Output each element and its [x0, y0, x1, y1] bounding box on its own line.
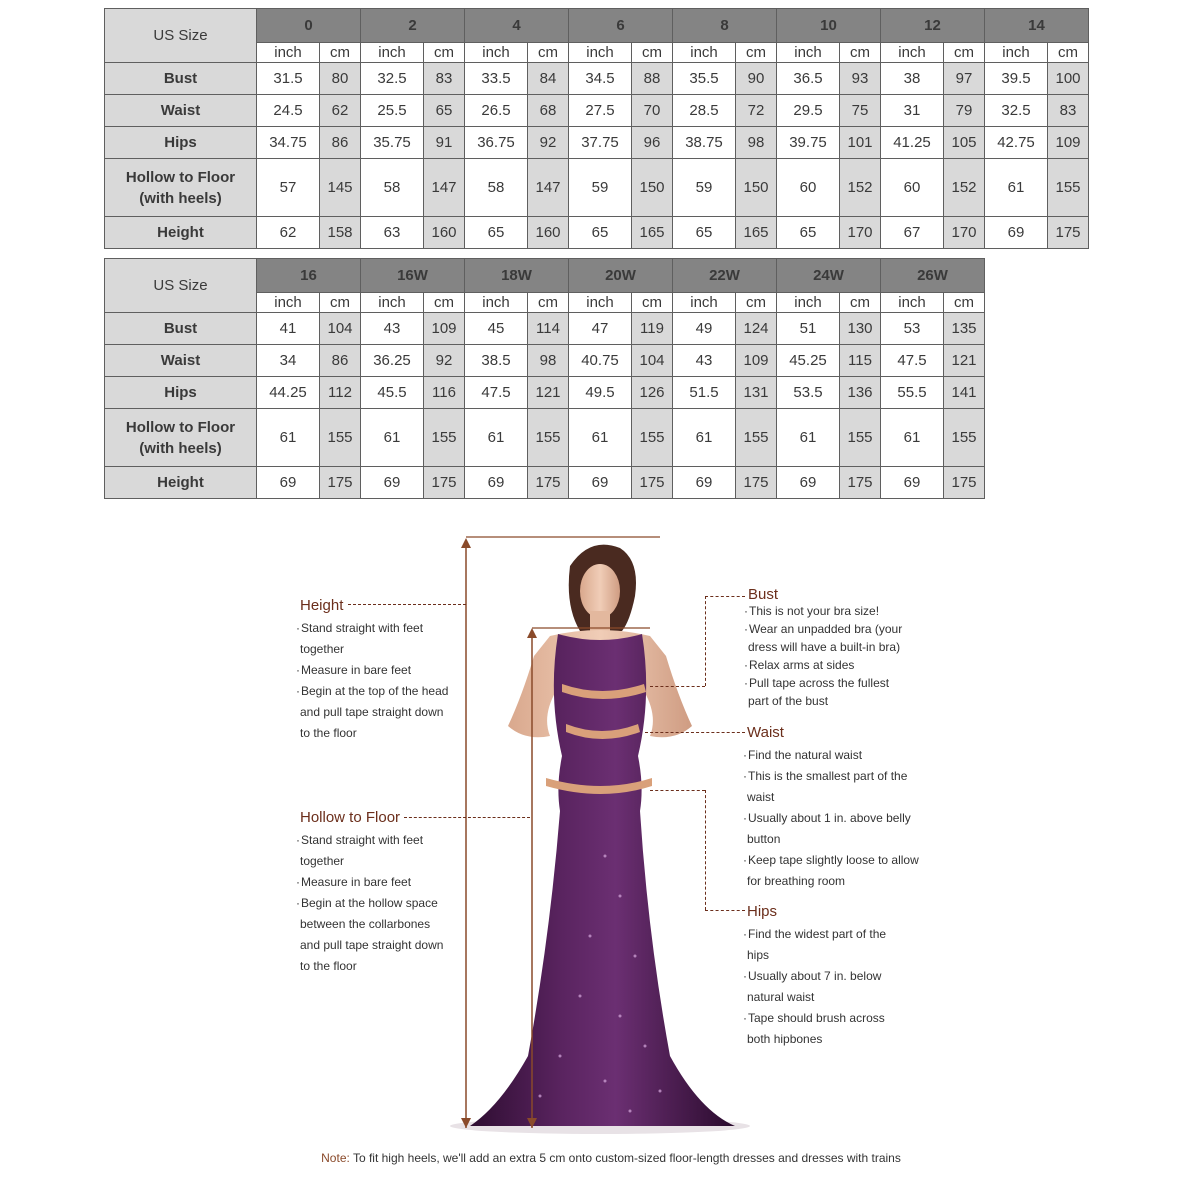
unit-cm: cm: [840, 293, 881, 313]
row-label-text: Height: [157, 474, 204, 491]
cell-cm: 136: [840, 377, 881, 409]
unit-inch: inch: [673, 293, 736, 313]
unit-inch: inch: [465, 293, 528, 313]
row-label-text: Hips: [164, 384, 197, 401]
cell-cm: 83: [1048, 95, 1089, 127]
guide-item: hips: [747, 948, 770, 962]
cell-cm: 155: [840, 409, 881, 467]
guide-item: · Tape should brush across: [743, 1008, 886, 1029]
hips-guide-title: Hips: [747, 903, 778, 920]
cell-cm: 75: [840, 95, 881, 127]
size-header: 22W: [673, 259, 777, 293]
cell-inch: 51: [777, 313, 840, 345]
cell-cm: 109: [736, 345, 777, 377]
unit-inch: inch: [361, 293, 424, 313]
unit-inch: inch: [465, 43, 528, 63]
cell-cm: 158: [320, 217, 361, 249]
row-label-text: Hips: [164, 134, 197, 151]
cell-inch: 69: [985, 217, 1048, 249]
unit-inch: inch: [985, 43, 1048, 63]
cell-cm: 79: [944, 95, 985, 127]
hollow-guide-title: Hollow to Floor: [300, 809, 401, 826]
cell-cm: 175: [320, 467, 361, 499]
cell-cm: 152: [944, 159, 985, 217]
cell-cm: 155: [320, 409, 361, 467]
guide-item: together: [300, 642, 345, 656]
hips-connector-bottom: [705, 910, 745, 911]
cell-cm: 104: [320, 313, 361, 345]
cell-cm: 147: [528, 159, 569, 217]
row-label: [105, 217, 257, 249]
cell-cm: 114: [528, 313, 569, 345]
size-header: 8: [673, 9, 777, 43]
unit-cm: cm: [528, 293, 569, 313]
cell-cm: 155: [736, 409, 777, 467]
row-label-text: Waist: [160, 352, 201, 369]
cell-inch: 55.5: [881, 377, 944, 409]
size-header: 6: [569, 9, 673, 43]
unit-cm: cm: [944, 43, 985, 63]
bust-connector-top: [705, 596, 745, 597]
cell-cm: 147: [424, 159, 465, 217]
cell-inch: 69: [257, 467, 320, 499]
row-label: [105, 409, 257, 467]
cell-inch: 49: [673, 313, 736, 345]
guide-item: dress will have a built-in bra): [748, 640, 901, 654]
cell-inch: 69: [361, 467, 424, 499]
unit-cm: cm: [736, 293, 777, 313]
cell-inch: 67: [881, 217, 944, 249]
unit-inch: inch: [777, 43, 840, 63]
table-row: [105, 377, 985, 409]
cell-inch: 58: [361, 159, 424, 217]
cell-cm: 100: [1048, 63, 1089, 95]
row-label-text: Hollow to Floor: [125, 418, 236, 436]
cell-cm: 175: [736, 467, 777, 499]
cell-cm: 98: [528, 345, 569, 377]
cell-inch: 28.5: [673, 95, 736, 127]
cell-cm: 98: [736, 127, 777, 159]
guide-item: · Keep tape slightly loose to allow: [743, 850, 919, 871]
cell-inch: 58: [465, 159, 528, 217]
height-guide-list: [296, 618, 448, 744]
cell-cm: 96: [632, 127, 673, 159]
guide-item: · This is not your bra size!: [744, 602, 902, 620]
row-label: [105, 63, 257, 95]
cell-inch: 36.25: [361, 345, 424, 377]
size-table-standard: [104, 8, 1089, 249]
us-size-label: US Size: [105, 259, 257, 313]
size-header: 4: [465, 9, 569, 43]
unit-cm: cm: [944, 293, 985, 313]
cell-cm: 160: [528, 217, 569, 249]
table-row: [105, 63, 1089, 95]
guide-item: · Find the widest part of the: [743, 924, 886, 945]
size-header: 10: [777, 9, 881, 43]
cell-cm: 116: [424, 377, 465, 409]
unit-cm: cm: [424, 43, 465, 63]
cell-cm: 155: [528, 409, 569, 467]
row-label: [105, 377, 257, 409]
cell-inch: 61: [881, 409, 944, 467]
cell-cm: 109: [424, 313, 465, 345]
cell-cm: 93: [840, 63, 881, 95]
cell-cm: 101: [840, 127, 881, 159]
cell-cm: 175: [424, 467, 465, 499]
cell-cm: 165: [632, 217, 673, 249]
cell-inch: 60: [881, 159, 944, 217]
table-row: [105, 409, 985, 467]
cell-cm: 152: [840, 159, 881, 217]
unit-cm: cm: [320, 293, 361, 313]
guide-item: between the collarbones: [300, 917, 431, 931]
unit-inch: inch: [257, 43, 320, 63]
guide-item: · Usually about 1 in. above belly: [743, 808, 919, 829]
cell-inch: 35.5: [673, 63, 736, 95]
cell-inch: 34.75: [257, 127, 320, 159]
cell-cm: 165: [736, 217, 777, 249]
us-size-label: US Size: [105, 9, 257, 63]
cell-inch: 31.5: [257, 63, 320, 95]
guide-item: · Find the natural waist: [743, 745, 919, 766]
table-row: [105, 313, 985, 345]
hollow-connector: [404, 817, 530, 818]
cell-inch: 42.75: [985, 127, 1048, 159]
unit-inch: inch: [361, 43, 424, 63]
cell-cm: 145: [320, 159, 361, 217]
row-label-text: Waist: [160, 102, 201, 119]
cell-cm: 84: [528, 63, 569, 95]
cell-cm: 170: [840, 217, 881, 249]
height-connector: [348, 604, 466, 605]
cell-inch: 69: [673, 467, 736, 499]
cell-inch: 36.5: [777, 63, 840, 95]
bust-connector-v: [705, 596, 706, 686]
cell-cm: 175: [528, 467, 569, 499]
note-text: To fit high heels, we'll add an extra 5 cm onto custom-sized floor-length dresses and dresses with trains: [349, 1151, 901, 1165]
cell-cm: 88: [632, 63, 673, 95]
cell-inch: 40.75: [569, 345, 632, 377]
cell-inch: 26.5: [465, 95, 528, 127]
cell-cm: 70: [632, 95, 673, 127]
size-header: 16: [257, 259, 361, 293]
guide-item: to the floor: [300, 959, 357, 973]
cell-inch: 33.5: [465, 63, 528, 95]
cell-inch: 38.5: [465, 345, 528, 377]
cell-cm: 68: [528, 95, 569, 127]
cell-inch: 65: [673, 217, 736, 249]
cell-cm: 131: [736, 377, 777, 409]
cell-cm: 119: [632, 313, 673, 345]
cell-inch: 44.25: [257, 377, 320, 409]
row-label-subtext: (with heels): [139, 189, 222, 207]
guide-item: together: [300, 854, 345, 868]
guide-item: and pull tape straight down: [300, 938, 444, 952]
guide-item: · Stand straight with feet: [296, 618, 448, 639]
cell-inch: 69: [569, 467, 632, 499]
cell-inch: 69: [881, 467, 944, 499]
guide-item: · This is the smallest part of the: [743, 766, 919, 787]
cell-cm: 90: [736, 63, 777, 95]
cell-cm: 175: [840, 467, 881, 499]
guide-item: for breathing room: [747, 874, 846, 888]
cell-cm: 175: [1048, 217, 1089, 249]
waist-connector: [645, 732, 745, 733]
cell-inch: 32.5: [985, 95, 1048, 127]
table-row: [105, 95, 1089, 127]
guide-item: waist: [747, 790, 775, 804]
bust-guide-list: [744, 602, 902, 710]
size-header: 12: [881, 9, 985, 43]
cell-inch: 60: [777, 159, 840, 217]
row-label: [105, 95, 257, 127]
table-row: [105, 345, 985, 377]
guide-item: part of the bust: [748, 694, 829, 708]
table-row: [105, 217, 1089, 249]
guide-item: to the floor: [300, 726, 357, 740]
cell-cm: 150: [632, 159, 673, 217]
guide-item: both hipbones: [747, 1032, 823, 1046]
cell-inch: 47.5: [881, 345, 944, 377]
table-row: [105, 467, 985, 499]
cell-cm: 175: [944, 467, 985, 499]
cell-inch: 45: [465, 313, 528, 345]
cell-inch: 53: [881, 313, 944, 345]
size-header: 18W: [465, 259, 569, 293]
unit-inch: inch: [673, 43, 736, 63]
size-header: 2: [361, 9, 465, 43]
cell-cm: 170: [944, 217, 985, 249]
cell-inch: 34.5: [569, 63, 632, 95]
cell-cm: 83: [424, 63, 465, 95]
cell-cm: 121: [944, 345, 985, 377]
cell-inch: 65: [465, 217, 528, 249]
bust-guide-title: Bust: [748, 586, 779, 603]
hips-guide-list: [743, 924, 886, 1050]
waist-guide-list: [743, 745, 919, 892]
guide-item: · Wear an unpadded bra (your: [744, 620, 902, 638]
unit-cm: cm: [1048, 43, 1089, 63]
cell-cm: 104: [632, 345, 673, 377]
row-label: [105, 467, 257, 499]
cell-inch: 37.75: [569, 127, 632, 159]
cell-cm: 126: [632, 377, 673, 409]
cell-inch: 38: [881, 63, 944, 95]
guide-item: · Stand straight with feet: [296, 830, 443, 851]
cell-cm: 91: [424, 127, 465, 159]
guide-item: · Usually about 7 in. below: [743, 966, 886, 987]
waist-guide-title: Waist: [747, 724, 784, 741]
cell-inch: 53.5: [777, 377, 840, 409]
cell-inch: 62: [257, 217, 320, 249]
cell-cm: 80: [320, 63, 361, 95]
guide-item: button: [747, 832, 781, 846]
cell-cm: 97: [944, 63, 985, 95]
hips-connector-top: [650, 790, 705, 791]
cell-inch: 61: [777, 409, 840, 467]
guide-item: · Measure in bare feet: [296, 660, 448, 681]
cell-cm: 105: [944, 127, 985, 159]
cell-cm: 121: [528, 377, 569, 409]
cell-inch: 47.5: [465, 377, 528, 409]
note-label: Note:: [321, 1151, 350, 1165]
cell-cm: 141: [944, 377, 985, 409]
size-header: 26W: [881, 259, 985, 293]
unit-cm: cm: [528, 43, 569, 63]
cell-cm: 130: [840, 313, 881, 345]
size-header-row: [105, 259, 985, 293]
row-label-text: Bust: [163, 70, 198, 87]
row-label: [105, 345, 257, 377]
cell-inch: 49.5: [569, 377, 632, 409]
unit-inch: inch: [881, 43, 944, 63]
cell-cm: 155: [632, 409, 673, 467]
cell-inch: 43: [361, 313, 424, 345]
cell-cm: 65: [424, 95, 465, 127]
cell-cm: 155: [944, 409, 985, 467]
cell-inch: 24.5: [257, 95, 320, 127]
cell-inch: 47: [569, 313, 632, 345]
cell-inch: 59: [673, 159, 736, 217]
cell-cm: 109: [1048, 127, 1089, 159]
size-table-plus: [104, 258, 985, 499]
model-figure: [430, 536, 750, 1136]
guide-item: · Relax arms at sides: [744, 656, 902, 674]
cell-inch: 61: [465, 409, 528, 467]
cell-inch: 45.25: [777, 345, 840, 377]
cell-cm: 150: [736, 159, 777, 217]
cell-inch: 38.75: [673, 127, 736, 159]
unit-inch: inch: [569, 293, 632, 313]
row-label-text: Height: [157, 224, 204, 241]
cell-cm: 124: [736, 313, 777, 345]
cell-cm: 92: [424, 345, 465, 377]
cell-inch: 32.5: [361, 63, 424, 95]
cell-cm: 72: [736, 95, 777, 127]
unit-cm: cm: [736, 43, 777, 63]
cell-inch: 61: [569, 409, 632, 467]
row-label: [105, 127, 257, 159]
cell-inch: 31: [881, 95, 944, 127]
cell-inch: 39.5: [985, 63, 1048, 95]
size-header: 24W: [777, 259, 881, 293]
cell-inch: 61: [361, 409, 424, 467]
cell-cm: 86: [320, 345, 361, 377]
guide-item: · Pull tape across the fullest: [744, 674, 902, 692]
unit-cm: cm: [632, 293, 673, 313]
cell-cm: 155: [424, 409, 465, 467]
row-label: [105, 159, 257, 217]
table-row: [105, 159, 1089, 217]
cell-cm: 175: [632, 467, 673, 499]
cell-inch: 39.75: [777, 127, 840, 159]
cell-inch: 59: [569, 159, 632, 217]
unit-inch: inch: [257, 293, 320, 313]
size-header-row: [105, 9, 1089, 43]
size-header: 0: [257, 9, 361, 43]
cell-inch: 57: [257, 159, 320, 217]
guide-item: · Begin at the top of the head: [296, 681, 448, 702]
unit-inch: inch: [569, 43, 632, 63]
cell-cm: 112: [320, 377, 361, 409]
cell-inch: 45.5: [361, 377, 424, 409]
cell-inch: 35.75: [361, 127, 424, 159]
cell-cm: 135: [944, 313, 985, 345]
cell-cm: 115: [840, 345, 881, 377]
height-guide-title: Height: [300, 597, 344, 614]
hollow-guide-list: [296, 830, 443, 977]
cell-inch: 65: [777, 217, 840, 249]
row-label-text: Hollow to Floor: [125, 168, 236, 186]
unit-cm: cm: [424, 293, 465, 313]
cell-cm: 62: [320, 95, 361, 127]
unit-inch: inch: [881, 293, 944, 313]
size-header: 16W: [361, 259, 465, 293]
guide-item: and pull tape straight down: [300, 705, 444, 719]
cell-cm: 155: [1048, 159, 1089, 217]
guide-item: · Measure in bare feet: [296, 872, 443, 893]
heels-note: [0, 1151, 1200, 1165]
cell-inch: 29.5: [777, 95, 840, 127]
unit-inch: inch: [777, 293, 840, 313]
hips-connector-v: [705, 790, 706, 910]
cell-inch: 63: [361, 217, 424, 249]
cell-inch: 34: [257, 345, 320, 377]
unit-cm: cm: [632, 43, 673, 63]
guide-item: · Begin at the hollow space: [296, 893, 443, 914]
cell-inch: 61: [673, 409, 736, 467]
cell-inch: 65: [569, 217, 632, 249]
cell-inch: 43: [673, 345, 736, 377]
size-header: 14: [985, 9, 1089, 43]
cell-inch: 69: [777, 467, 840, 499]
cell-inch: 51.5: [673, 377, 736, 409]
guide-item: natural waist: [747, 990, 815, 1004]
row-label-subtext: (with heels): [139, 439, 222, 457]
cell-cm: 86: [320, 127, 361, 159]
cell-inch: 27.5: [569, 95, 632, 127]
cell-inch: 41.25: [881, 127, 944, 159]
bust-connector-bottom: [650, 686, 705, 687]
size-header: 20W: [569, 259, 673, 293]
unit-cm: cm: [840, 43, 881, 63]
cell-inch: 61: [985, 159, 1048, 217]
cell-inch: 25.5: [361, 95, 424, 127]
unit-cm: cm: [320, 43, 361, 63]
table-row: [105, 127, 1089, 159]
cell-cm: 160: [424, 217, 465, 249]
row-label: [105, 313, 257, 345]
cell-inch: 41: [257, 313, 320, 345]
cell-inch: 61: [257, 409, 320, 467]
row-label-text: Bust: [163, 320, 198, 337]
cell-inch: 36.75: [465, 127, 528, 159]
cell-cm: 92: [528, 127, 569, 159]
cell-inch: 69: [465, 467, 528, 499]
